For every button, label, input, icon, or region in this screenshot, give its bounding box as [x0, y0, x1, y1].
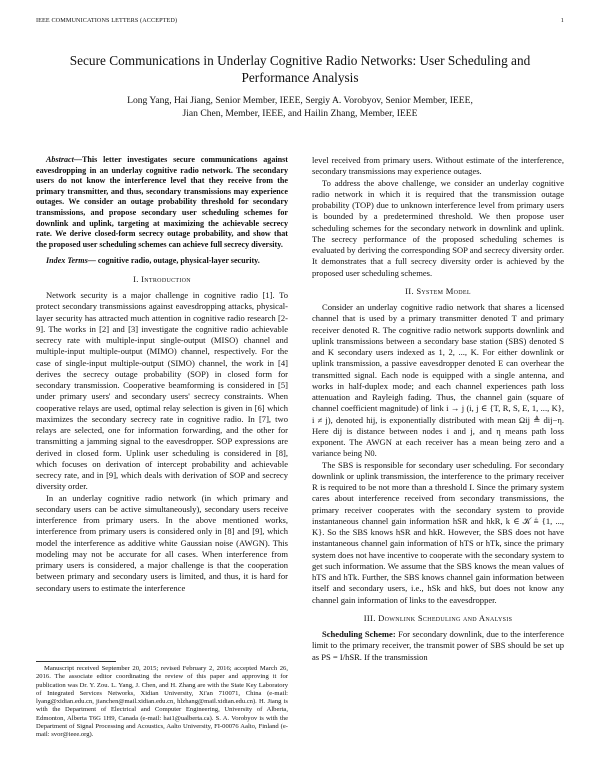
footnote-rule: [36, 661, 116, 662]
abstract-text: —This letter investigates secure communications against eavesdropping in an underlay cognitive radio network. The secondary users do not know the interference level that they receive from the primary transmitter, and thus, secondary transmissions may experience outages. We consider an outage probability threshold for secondary transmissions, and propose secondary user scheduling schemes for downlink and uplink, targeting at maximizing the achievable secrecy rate. We derive closed-form secrecy outage probability, and show that the proposed user scheduling schemes can achieve full secrecy diversity.: [36, 155, 288, 249]
index-terms-label: Index Terms: [46, 256, 88, 266]
author-line-1: Long Yang, Hai Jiang, Senior Member, IEEE, Sergiy A. Vorobyov, Senior Member, IEEE,: [127, 95, 473, 106]
system-paragraph-2: The SBS is responsible for secondary user scheduling. For secondary downlink or uplink transmission, the interference to the primary receiver R is required to be not more than a threshold I. Since the primary system cares about interference received from secondary transmissions, the primary receiver cooperates with the secondary system to provide instantaneous channel gain information hSR and hkR, k ∈ 𝒦 ≜ {1, ..., K}. So the SBS knows hSR and hkR. However, the SBS does not have instantaneous channel gain information of hTS or hTk, since the primary system does not have incentive to cooperate with the secondary system to get such information. We assume that the SBS knows the mean values of hTS and hTk. Further, the SBS knows channel gain information between itself and secondary users, i.e., hSk and hkS, but does not know any channel gain information of links to the eavesdropper.: [312, 459, 564, 605]
abstract: [36, 155, 288, 250]
section-heading-downlink: III. Downlink Scheduling and Analysis: [363, 612, 513, 623]
intro-paragraph-2: In an underlay cognitive radio network (in which primary and secondary users can be active simultaneously), secondary users receive interference from primary users. In the above mentioned works, interference from primary users is considered only in [8] and [9], which model the interference as additive white Gaussian noise (AWGN). This modeling may not be accurate for all cases. When interference from primary users is considered, a major challenge is that the cooperation between primary and secondary users is limited, and thus, it is hard for secondary users to estimate the interference: [36, 492, 288, 593]
paper-title: Secure Communications in Underlay Cognitive Radio Networks: User Scheduling and Performance Analysis: [69, 53, 531, 85]
scheduling-label: Scheduling Scheme:: [322, 629, 396, 639]
index-terms: [36, 256, 288, 267]
right-column: [312, 155, 564, 663]
scheduling-paragraph: [312, 629, 564, 663]
left-column: [36, 155, 288, 594]
page-number: 1: [560, 17, 564, 24]
scheduling-text: For secondary downlink, due to the interference limit to the primary receiver, the transmit power of SBS should be set up as PS = I/hSR. If the transmission: [312, 629, 564, 662]
abstract-label: Abstract: [46, 155, 74, 164]
author-list: [50, 94, 550, 120]
footnote-text: Manuscript received September 20, 2015; revised February 2, 2016; accepted March 26, 2016. The associate editor coordinating the review of this paper and approving it for publication was Dr. Y. Zou. L. Yang, J. Chen, and H. Zhang are with the State Key Laboratory of Integrated Services Networks, Xidian University, Xi'an 710071, China (e-mail: lyang@xidian.edu.cn, jianchen@mail.xidian.edu.cn, hlzhang@mail.xidian.edu.cn). H. Jiang is with the Department of Electrical and Computer Engineering, University of Alberta, Edmonton, Alberta T6G 1H9, Canada (e-mail: hai1@ualberta.ca). S. A. Vorobyov is with the Department of Signal Processing and Acoustics, Aalto University, FI-00076 Aalto, Finland (e-mail: svor@ieee.org).: [36, 665, 288, 738]
intro-paragraph-3: level received from primary users. Without estimate of the interference, secondary transmissions may experience outages.: [312, 155, 564, 177]
section-heading-intro: I. Introduction: [133, 273, 191, 284]
system-paragraph-1: Consider an underlay cognitive radio network that shares a licensed channel that is used by a primary transmitter denoted T and primary receiver denoted R. The cognitive radio network supports downlink and uplink transmissions between a secondary base station (SBS) denoted S and K secondary users indexed as 1, 2, ..., K. For either downlink or uplink transmission, a passive eavesdropper denoted E can overhear the transmitted signal. Each node is equipped with a single antenna, and works in half-duplex mode; and each channel experiences path loss attenuation and Rayleigh fading. Thus, the channel gain (square of channel coefficient magnitude) of link i → j (i, j ∈ {T, R, S, E, 1, ..., K}, i ≠ j), denoted hij, is exponentially distributed with mean Ωij ≜ dij−η. Here dij is distance between nodes i and j, and η means path loss exponent. The AWGN at each receiver has a mean being zero and a variance being N0.: [312, 302, 564, 459]
footnote: [36, 665, 288, 739]
author-line-2: Jian Chen, Member, IEEE, and Hailin Zhang, Member, IEEE: [182, 108, 418, 119]
journal-name: IEEE COMMUNICATIONS LETTERS (ACCEPTED): [36, 17, 178, 24]
section-heading-system-model: II. System Model: [405, 285, 471, 296]
intro-paragraph-4: To address the above challenge, we consider an underlay cognitive radio network in which it is required that the transmission outage probability (TOP) due to unknown interference level from primary users is bounded by a predetermined threshold. We then propose user scheduling schemes for the secondary network in downlink and uplink. The secrecy performance of the proposed scheduling schemes is evaluated by deriving the corresponding SOP and secrecy diversity order. It demonstrates that a full secrecy diversity order is achieved by the proposed user scheduling schemes.: [312, 177, 564, 278]
running-header: [36, 17, 564, 27]
index-terms-text: — cognitive radio, outage, physical-layer security.: [87, 256, 260, 266]
intro-paragraph-1: Network security is a major challenge in cognitive radio [1]. To protect secondary transmissions against eavesdropping attacks, physical-layer security has attracted much attention in cognitive radio research [2-9]. The works in [2] and [3] investigate the cognitive radio achievable secrecy rate with multiple-input single-output (MISO) channel and multiple-input multiple-output (MIMO) channel, respectively. For the case of single-input multiple-output (SIMO) channel, the work in [4] derives the secrecy outage probability (SOP) in closed form for secondary transmission. Cooperative beamforming is considered in [5] under primary users' and secondary users' secrecy constraints. When cooperative relays are used, optimal relay selection is given in [6] which maximizes the secondary secrecy rate in cognitive radio. In [7], two relays are selected, one for information forwarding, and the other for transmitting a jamming signal to the eavesdropper. SOP expressions are derived in closed form. Uplink user scheduling is considered in [8], which focuses on derivation of intercept probability and achievable secrecy rate, and in [9], which deals with derivation of SOP and secrecy diversity order.: [36, 290, 288, 492]
